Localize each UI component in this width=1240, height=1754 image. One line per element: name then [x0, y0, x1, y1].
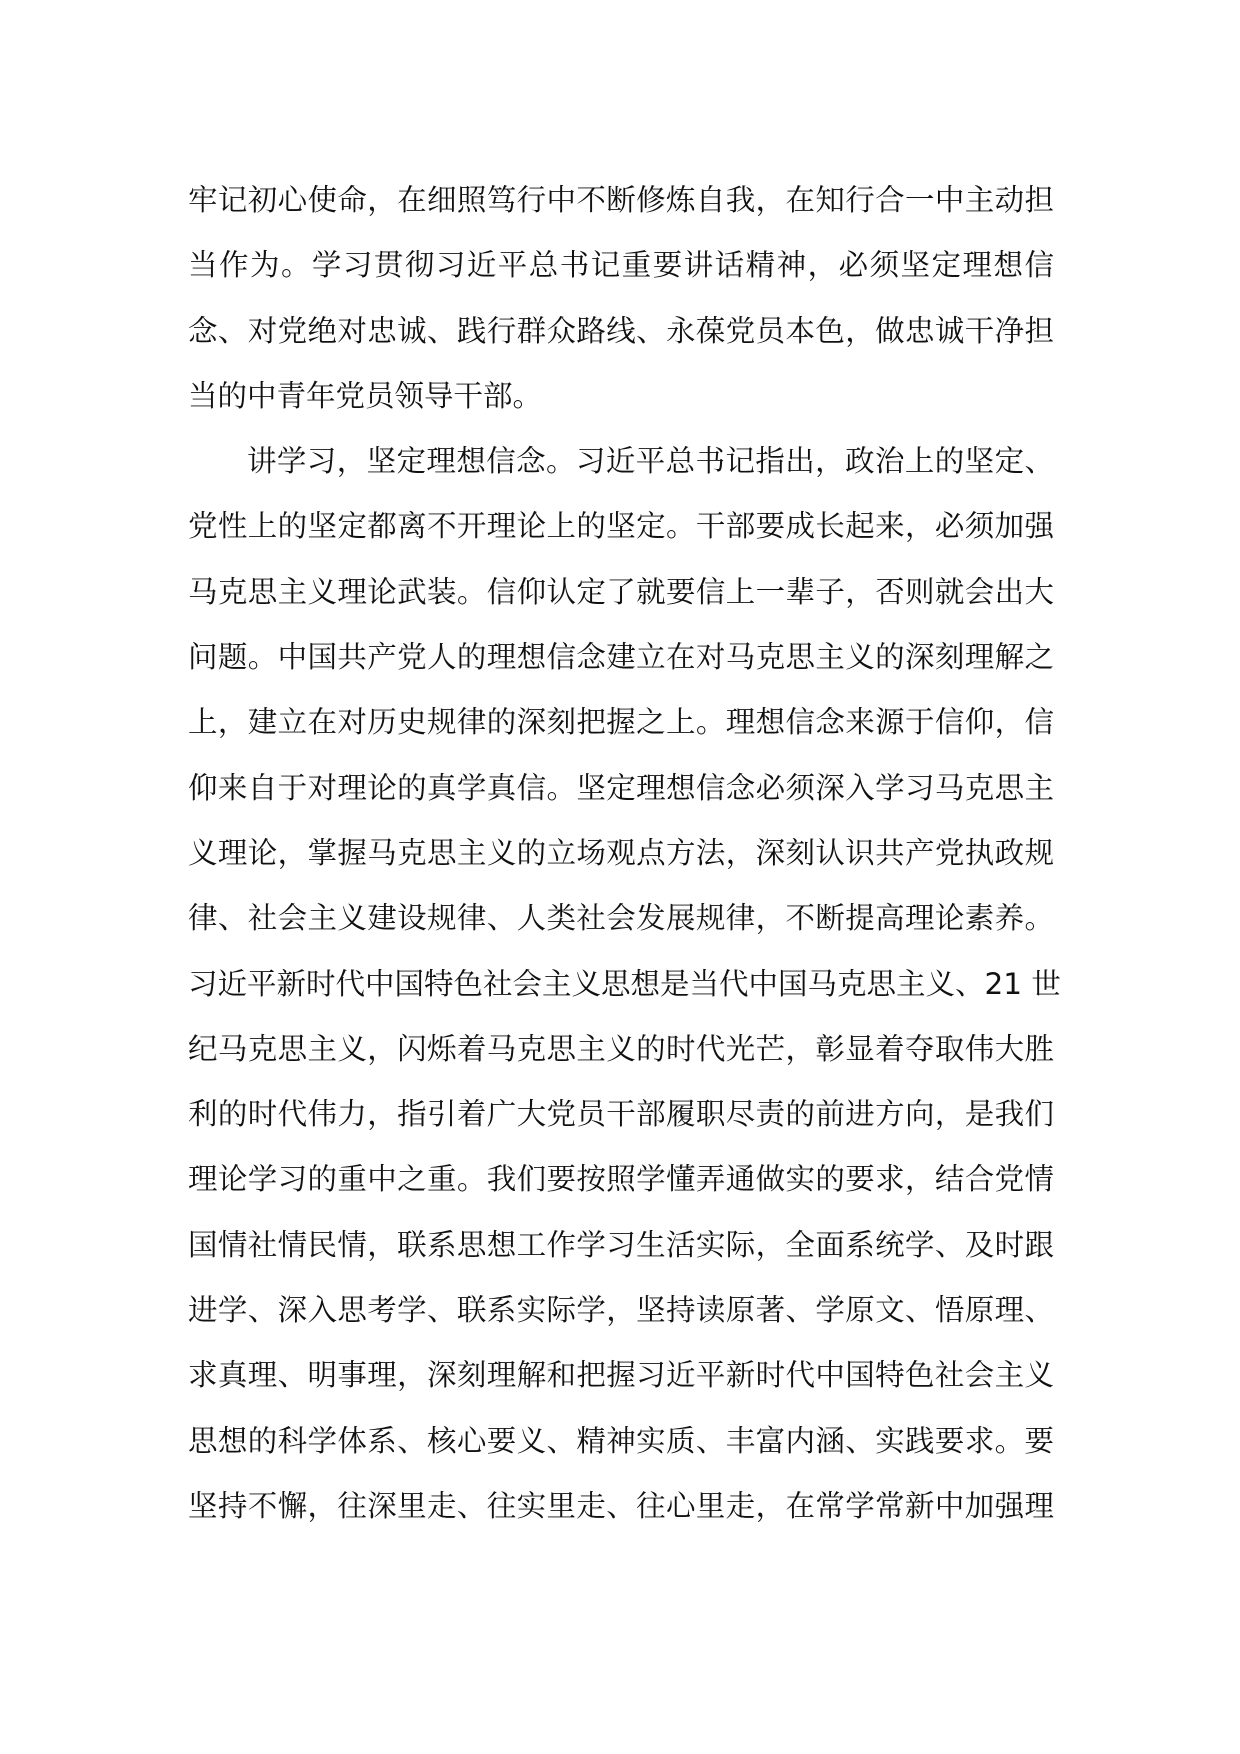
- text-line: 习近平新时代中国特色社会主义思想是当代中国马克思主义、21 世: [188, 966, 1061, 1001]
- text-line: 利的时代伟力，指引着广大党员干部履职尽责的前进方向，是我们: [188, 1097, 1054, 1132]
- text-line: 马克思主义理论武装。信仰认定了就要信上一辈子，否则就会出大: [188, 574, 1054, 609]
- text-line: 理论学习的重中之重。我们要按照学懂弄通做实的要求，结合党情: [188, 1162, 1054, 1197]
- paragraph-2: [188, 429, 1061, 1539]
- text-line: 当作为。学习贯彻习近平总书记重要讲话精神，必须坚定理想信: [188, 248, 1054, 283]
- text-line: 纪马克思主义，闪烁着马克思主义的时代光芒，彰显着夺取伟大胜: [188, 1031, 1054, 1066]
- text-line: 问题。中国共产党人的理想信念建立在对马克思主义的深刻理解之: [188, 640, 1054, 675]
- text-line: 念、对党绝对忠诚、践行群众路线、永葆党员本色，做忠诚干净担: [188, 313, 1054, 348]
- text-line: 党性上的坚定都离不开理论上的坚定。干部要成长起来，必须加强: [188, 509, 1054, 544]
- text-line: 牢记初心使命，在细照笃行中不断修炼自我，在知行合一中主动担: [188, 183, 1054, 217]
- text-line: 进学、深入思考学、联系实际学，坚持读原著、学原文、悟原理、: [188, 1293, 1054, 1328]
- text-line: 上，建立在对历史规律的深刻把握之上。理想信念来源于信仰，信: [188, 705, 1054, 740]
- paragraph-1: [188, 168, 1054, 429]
- text-line: 坚持不懈，往深里走、往实里走、往心里走，在常学常新中加强理: [188, 1488, 1054, 1523]
- text-line: 律、社会主义建设规律、人类社会发展规律，不断提高理论素养。: [188, 901, 1054, 936]
- text-line: 国情社情民情，联系思想工作学习生活实际，全面系统学、及时跟: [188, 1227, 1054, 1262]
- text-line: 思想的科学体系、核心要义、精神实质、丰富内涵、实践要求。要: [188, 1423, 1054, 1458]
- text-line: 求真理、明事理，深刻理解和把握习近平新时代中国特色社会主义: [188, 1358, 1054, 1393]
- text-line: 仰来自于对理论的真学真信。坚定理想信念必须深入学习马克思主: [188, 770, 1054, 805]
- document-body: [188, 168, 1061, 1539]
- text-line: 义理论，掌握马克思主义的立场观点方法，深刻认识共产党执政规: [188, 835, 1054, 870]
- text-line: 当的中青年党员领导干部。: [188, 378, 543, 413]
- text-line: 讲学习，坚定理想信念。习近平总书记指出，政治上的坚定、: [247, 444, 1054, 479]
